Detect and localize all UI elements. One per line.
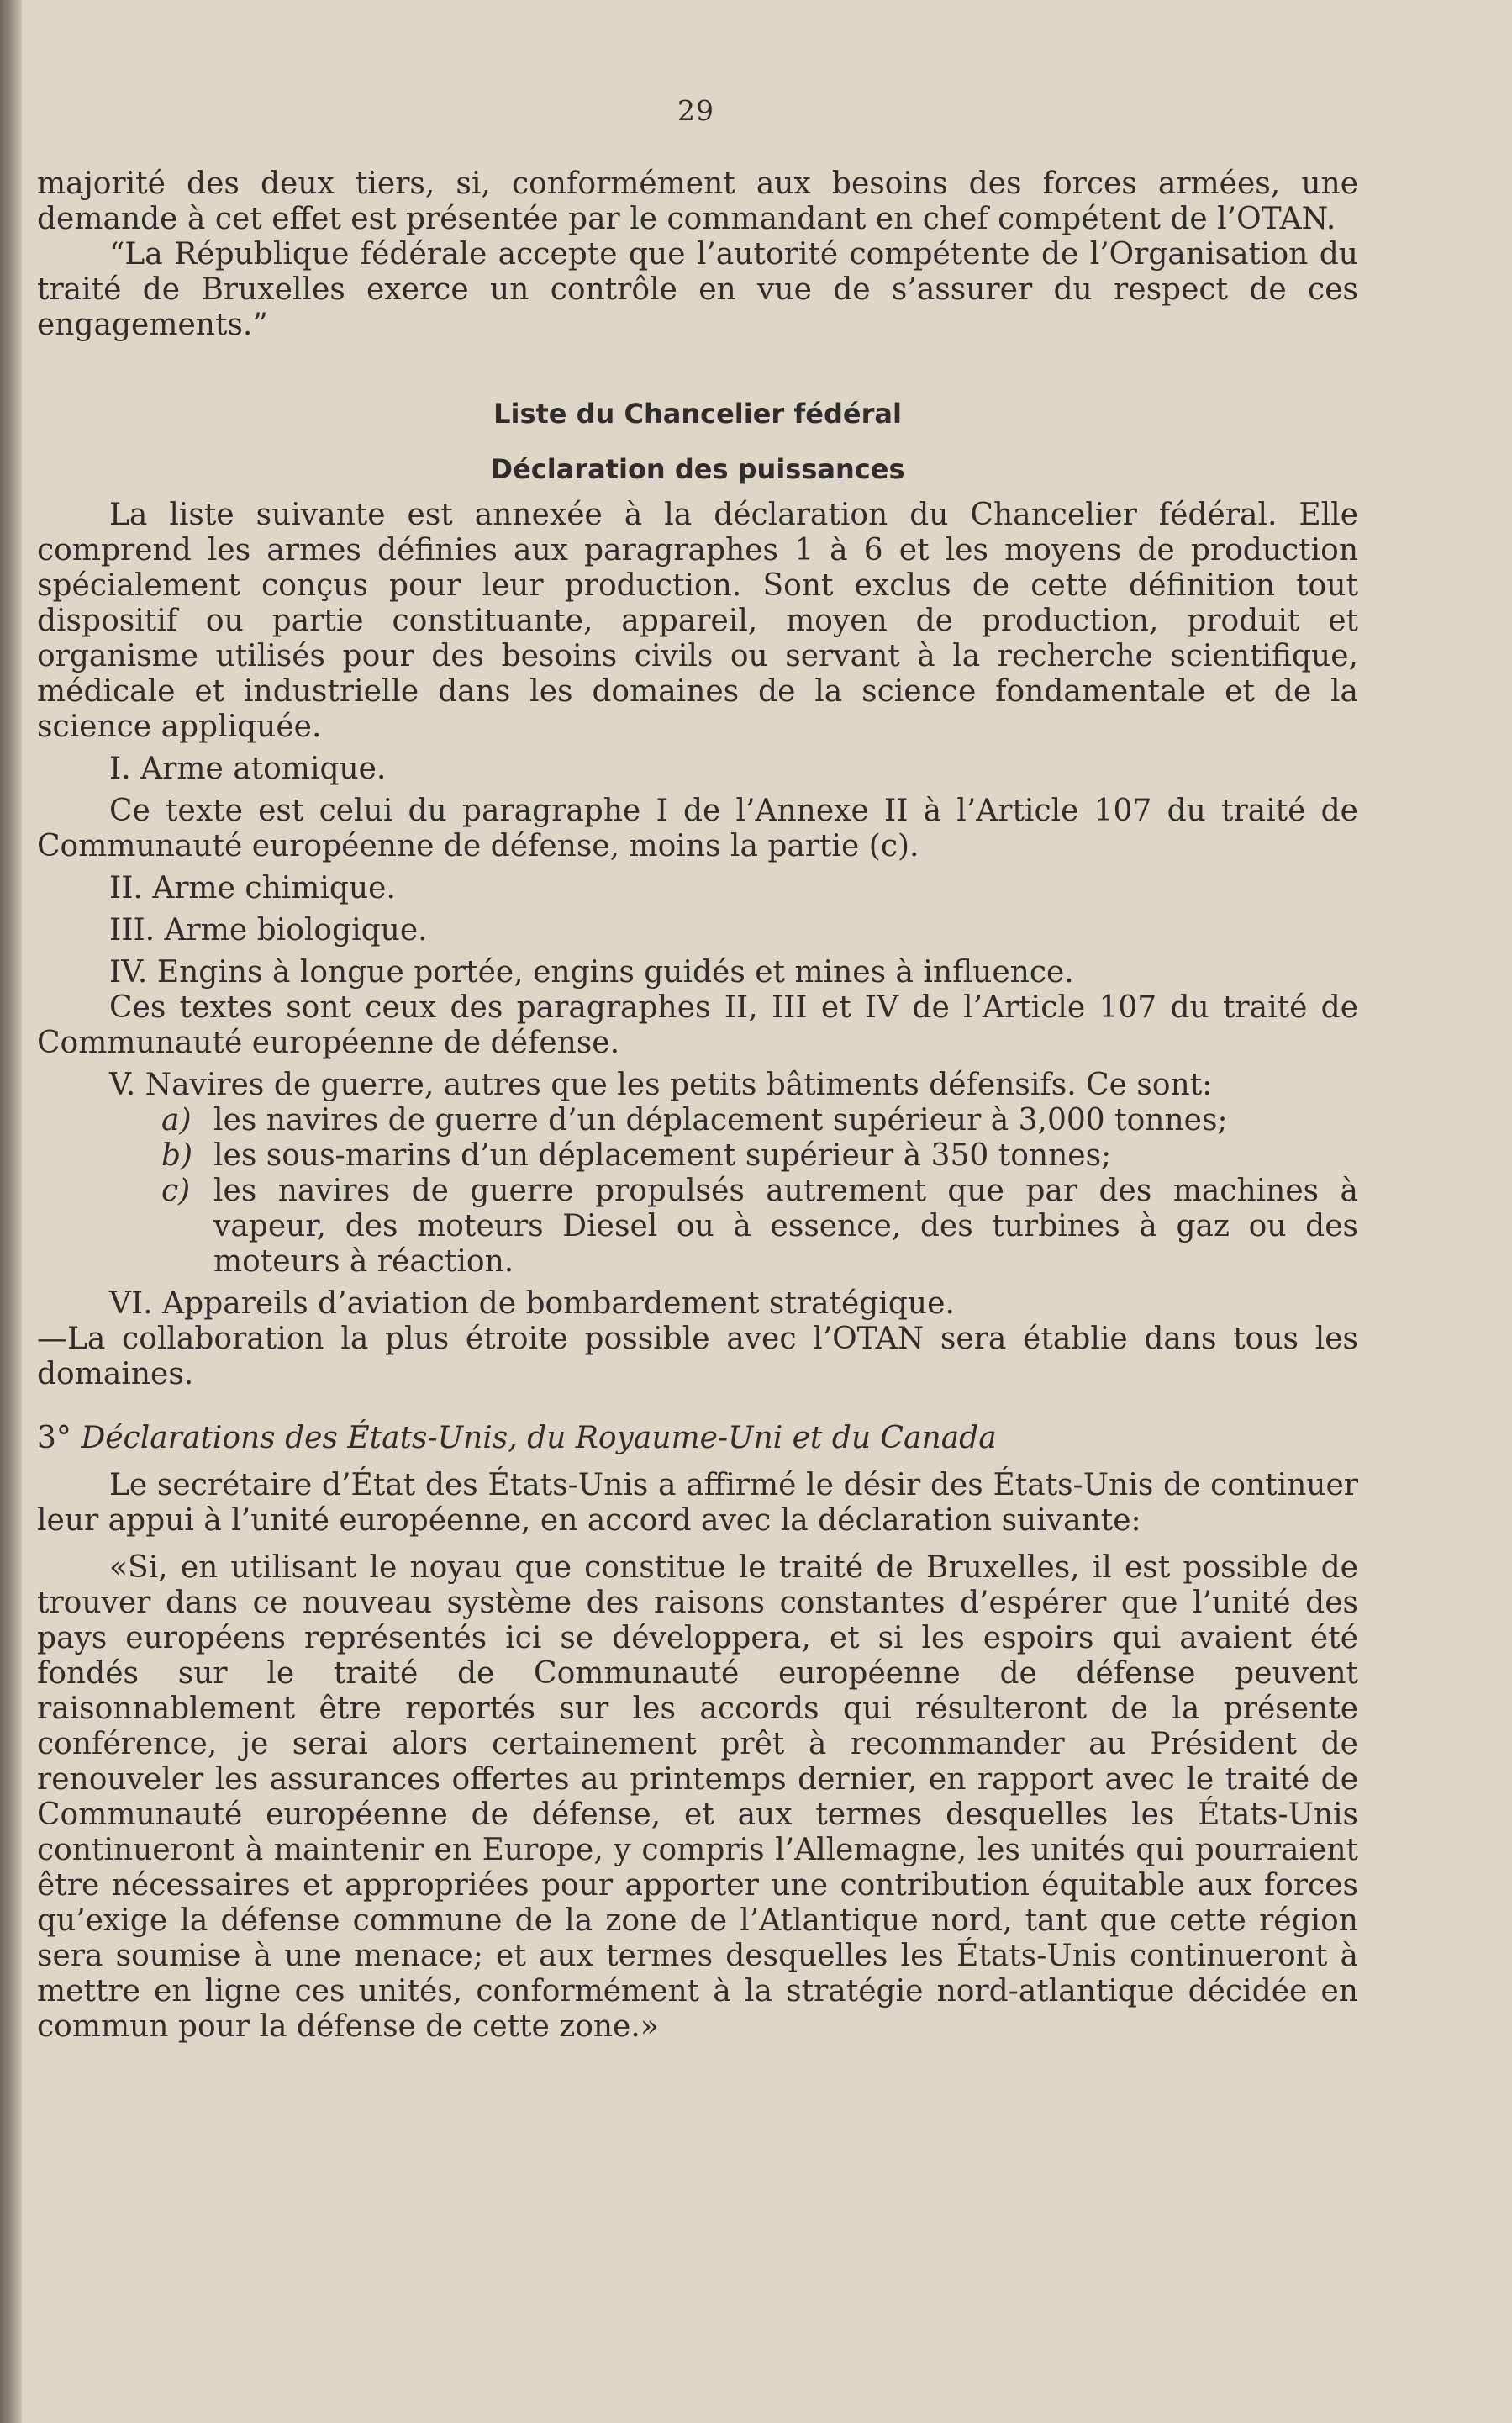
page-number: 29: [677, 94, 714, 127]
list-item-aviation: VI. Appareils d’aviation de bombardement stratégique.: [109, 1286, 955, 1321]
sub-item-c-text: les navires de guerre propulsés autrement que par des machines à vapeur, des moteurs Diesel ou à essence, des turbines à gaz ou des moteurs à réaction.: [213, 1174, 1358, 1279]
list-item-arme-chimique: II. Arme chimique.: [109, 871, 396, 905]
sub-item-a-text: les navires de guerre d’un déplacement supérieur à 3,000 tonnes;: [213, 1103, 1228, 1138]
sub-item-b-label: b): [161, 1138, 193, 1173]
page-body: [37, 166, 1358, 2045]
list-item-arme-atomique: I. Arme atomique.: [109, 752, 387, 786]
page-binding-edge: [0, 0, 22, 2423]
list-item-arme-biologique: III. Arme biologique.: [109, 913, 428, 948]
section-number: 3°: [37, 1421, 71, 1455]
heading-liste-chancelier: Liste du Chancelier fédéral: [493, 398, 902, 430]
heading-declaration-puissances: Déclaration des puissances: [490, 453, 905, 485]
sub-item-c-label: c): [161, 1174, 191, 1208]
paragraph-continuation: majorité des deux tiers, si, conformément aux besoins des forces armées, une demande à cet effet est présentée par le commandant en chef compétent de l’OTAN.: [37, 166, 1358, 236]
paragraph-republique-federale: “La République fédérale accepte que l’autorité compétente de l’Organisation du traité de Bruxelles exerce un contrôle en vue de s’assurer du respect de ces engagements.”: [37, 237, 1358, 342]
section-heading-3: [37, 1421, 1358, 1456]
list-item-navires: V. Navires de guerre, autres que les petits bâtiments défensifs. Ce sont:: [109, 1068, 1213, 1102]
sub-item-b-text: les sous-marins d’un déplacement supérieur à 350 tonnes;: [213, 1138, 1112, 1173]
paragraph-secretaire-etat: Le secrétaire d’État des États-Unis a affirmé le désir des États-Unis de continuer leur appui à l’unité européenne, en accord avec la déclaration suivante:: [37, 1468, 1358, 1538]
section-title: Déclarations des États-Unis, du Royaume-Uni et du Canada: [81, 1421, 997, 1455]
sub-item-a-label: a): [161, 1103, 192, 1138]
paragraph-quotation: «Si, en utilisant le noyau que constitue le traité de Bruxelles, il est possible de trouver dans ce nouveau système des raisons constantes d’espérer que l’unité des pays européens représentés ici se développera, et si les espoirs qui avaient été fondés sur le traité de Communauté européenne de défense peuvent raisonnablement être reportés sur les accords qui résulteront de la présente conférence, je serai alors certainement prêt à recommander au Président de renouveler les assurances offertes au printemps dernier, en rapport avec le traité de Communauté européenne de défense, et aux termes desquelles les États-Unis continueront à maintenir en Europe, y compris l’Allemagne, les unités qui pourraient être nécessaires et appropriées pour apporter une contribution équitable aux forces qu’exige la défense commune de la zone de l’Atlantique nord, tant que cette région sera soumise à une menace; et aux termes desquelles les États-Unis continueront à mettre en ligne ces unités, conformément à la stratégie nord-atlantique décidée en commun pour la défense de cette zone.»: [37, 1550, 1358, 2044]
sub-item-c: [161, 1174, 1358, 1280]
list-item-engins: IV. Engins à longue portée, engins guidés et mines à influence.: [109, 955, 1074, 990]
paragraph-textes-paragraphes: Ces textes sont ceux des paragraphes II, III et IV de l’Article 107 du traité de Communauté européenne de défense.: [37, 990, 1358, 1060]
sub-item-a: [161, 1103, 1358, 1138]
sub-item-b: [161, 1138, 1358, 1174]
paragraph-liste-suivante: La liste suivante est annexée à la déclaration du Chancelier fédéral. Elle comprend les armes définies aux paragraphes 1 à 6 et les moyens de production spécialement conçus pour leur production. Sont exclus de cette définition tout dispositif ou partie constituante, appareil, moyen de production, produit et organisme utilisés pour des besoins civils ou servant à la recherche scientifique, médicale et industrielle dans les domaines de la science fondamentale et de la science appliquée.: [37, 498, 1358, 744]
paragraph-texte-paragraphe-i: Ce texte est celui du paragraphe I de l’Annexe II à l’Article 107 du traité de Communauté européenne de défense, moins la partie (c).: [37, 794, 1358, 863]
paragraph-collaboration-otan: —La collaboration la plus étroite possible avec l’OTAN sera établie dans tous les domaines.: [37, 1322, 1358, 1391]
